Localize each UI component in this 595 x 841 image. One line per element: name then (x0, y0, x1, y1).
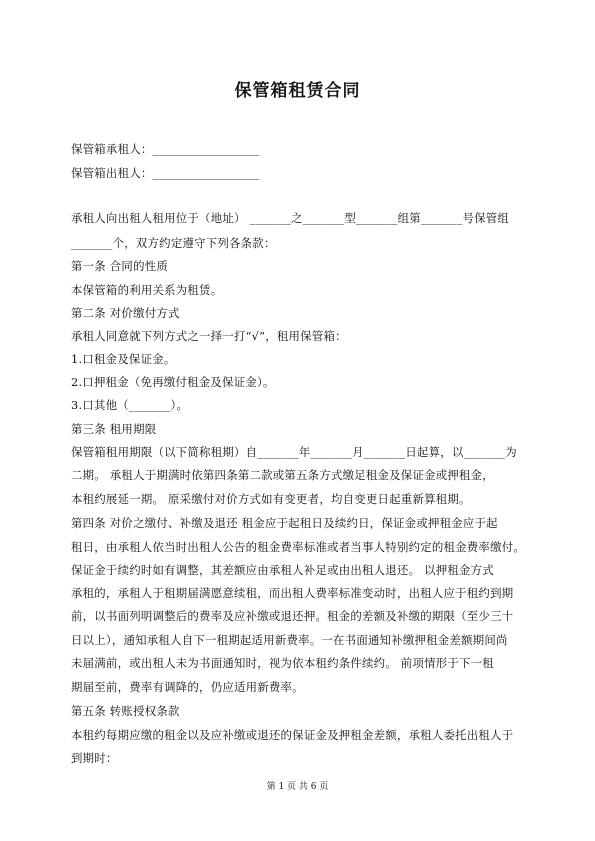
body-line: 到期时： (71, 751, 118, 765)
option-line: 3.口其他（_______）。 (71, 398, 189, 412)
body-line: 本租约展延一期。 原采缴付对价方式如有变更者，均自变更日起重新算租期。 (71, 492, 471, 506)
document-title: 保管箱租赁合同 (234, 81, 361, 101)
clause-heading: 第三条 租用期限 (71, 422, 157, 436)
body-line: 本保管箱的利用关系为租赁。 (71, 283, 223, 297)
clause-heading: 第二条 对价缴付方式 (71, 306, 180, 320)
body-line: _______个，双方约定遵守下列各条款： (71, 236, 276, 250)
page-number: 第 1 页 共 6 页 (266, 782, 329, 792)
body-line: 保证金于续约时如有调整，其差额应由承租人补足或由出租人退还。 以押租金方式 (71, 563, 494, 577)
body-line: 未届满前，或出租人未为书面通知时，视为依本租约条件续约。 前项情形于下一租 (71, 656, 494, 670)
body-line: 日以上），通知承租人自下一租期起适用新费率。一在书面通知补缴押租金差额期间尚 (71, 633, 508, 647)
body-line: 二期。 承租人于期满时依第四条第二款或第五条方式缴足租金及保证金或押租金， (71, 468, 494, 482)
body-line: 期届至前，费率有调降的，仍应适用新费率。 (71, 680, 304, 694)
clause-heading: 第一条 合同的性质 (71, 259, 168, 273)
option-line: 1.口租金及保证金。 (71, 352, 176, 366)
body-line: 前，以书面列明调整后的费率及应补缴或退还押。租金的差额及补缴的期限（至少三十 (71, 609, 514, 623)
body-line: 承租的，承租人于租期届满愿意续租，而出租人费率标准变动时，出租人应于租约到期 (71, 586, 514, 600)
clause-heading: 第五条 转账授权条款 (71, 704, 180, 718)
clause-heading: 第四条 对价之缴付、补缴及退还 租金应于起租日及续约日，保证金或押租金应于起 (71, 516, 498, 530)
lessor-field: 保管箱出租人：__________________ (71, 166, 260, 180)
body-line: 保管箱租用期限（以下简称租期）自_______年_______月_______日起算，以_______为 (71, 445, 517, 459)
lessee-field: 保管箱承租人：__________________ (71, 142, 260, 156)
body-line: 租日，由承租人依当时出租人公告的租金费率标准或者当事人特别约定的租金费率缴付。 (71, 540, 525, 554)
body-line: 承租人同意就下列方式之一择一打“√”，租用保管箱： (71, 329, 347, 343)
option-line: 2.口押租金（免再缴付租金及保证金）。 (71, 375, 275, 389)
body-line: 承租人向出租人租用位于（地址） _______之_______型_______组第_______号保管组 (71, 211, 510, 225)
body-line: 本租约每期应缴的租金以及应补缴或退还的保证金及押租金差额，承租人委托出租人于 (71, 728, 514, 742)
